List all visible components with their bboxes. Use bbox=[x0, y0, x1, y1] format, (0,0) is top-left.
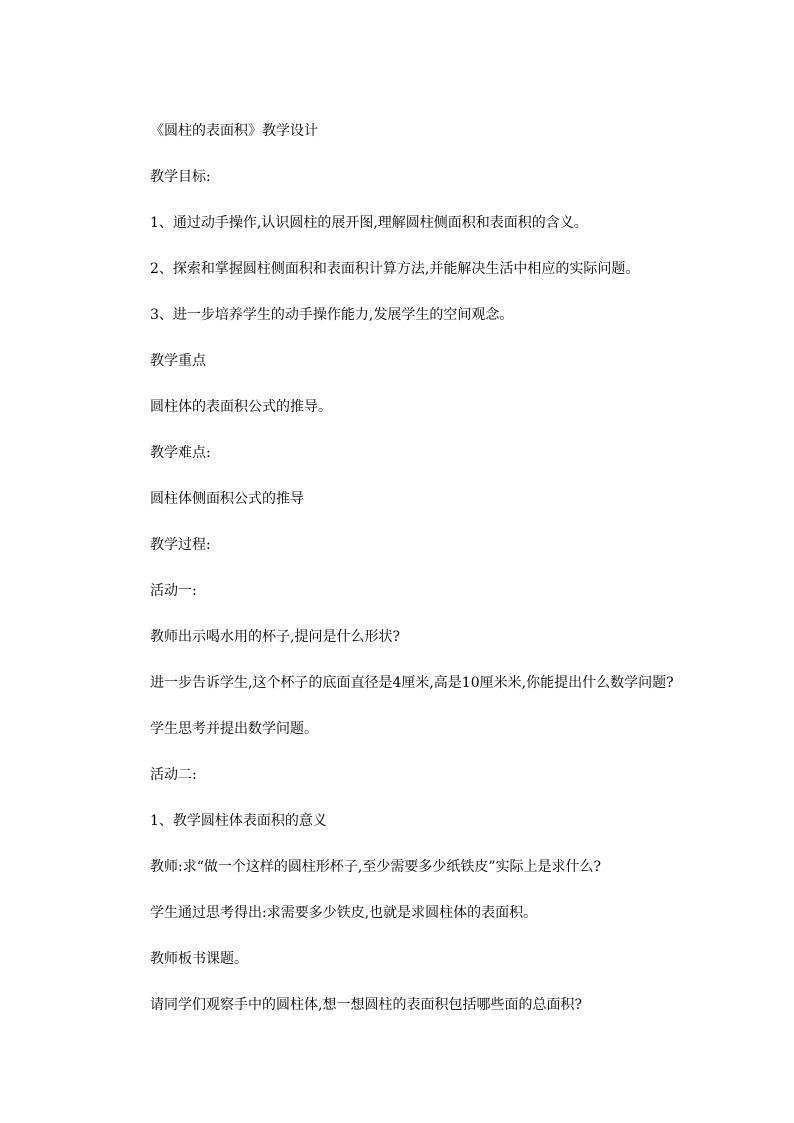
document-title: 《圆柱的表面积》教学设计 bbox=[150, 123, 318, 139]
subsection-heading: 1、教学圆柱体表面积的意义 bbox=[150, 813, 327, 829]
paragraph: 学生思考并提出数学问题。 bbox=[150, 721, 318, 737]
paragraph: 教师板书课题。 bbox=[150, 951, 248, 967]
paragraph: 教师出示喝水用的杯子,提问是什么形状? bbox=[150, 629, 400, 645]
key-point-text: 圆柱体的表面积公式的推导。 bbox=[150, 399, 332, 415]
objective-item-1: 1、通过动手操作,认识圆柱的展开图,理解圆柱侧面积和表面积的含义。 bbox=[150, 215, 588, 231]
paragraph: 请同学们观察手中的圆柱体,想一想圆柱的表面积包括哪些面的总面积? bbox=[150, 997, 582, 1013]
section-heading-objectives: 教学目标: bbox=[150, 169, 211, 185]
objective-item-3: 3、进一步培养学生的动手操作能力,发展学生的空间观念。 bbox=[150, 307, 514, 323]
activity-heading-2: 活动二: bbox=[150, 767, 197, 783]
difficulty-text: 圆柱体侧面积公式的推导 bbox=[150, 491, 304, 507]
section-heading-process: 教学过程: bbox=[150, 537, 211, 553]
document-body bbox=[150, 121, 710, 1041]
activity-heading-1: 活动一: bbox=[150, 583, 197, 599]
objective-item-2: 2、探索和掌握圆柱侧面积和表面积计算方法,并能解决生活中相应的实际问题。 bbox=[150, 261, 640, 277]
paragraph: 学生通过思考得出:求需要多少铁皮,也就是求圆柱体的表面积。 bbox=[150, 905, 538, 921]
section-heading-key-points: 教学重点 bbox=[150, 353, 206, 369]
paragraph: 进一步告诉学生,这个杯子的底面直径是4厘米,高是10厘米米,你能提出什么数学问题? bbox=[150, 675, 674, 691]
section-heading-difficulties: 教学难点: bbox=[150, 445, 211, 461]
paragraph: 教师:求“做一个这样的圆柱形杯子,至少需要多少纸铁皮”实际上是求什么? bbox=[150, 859, 601, 875]
